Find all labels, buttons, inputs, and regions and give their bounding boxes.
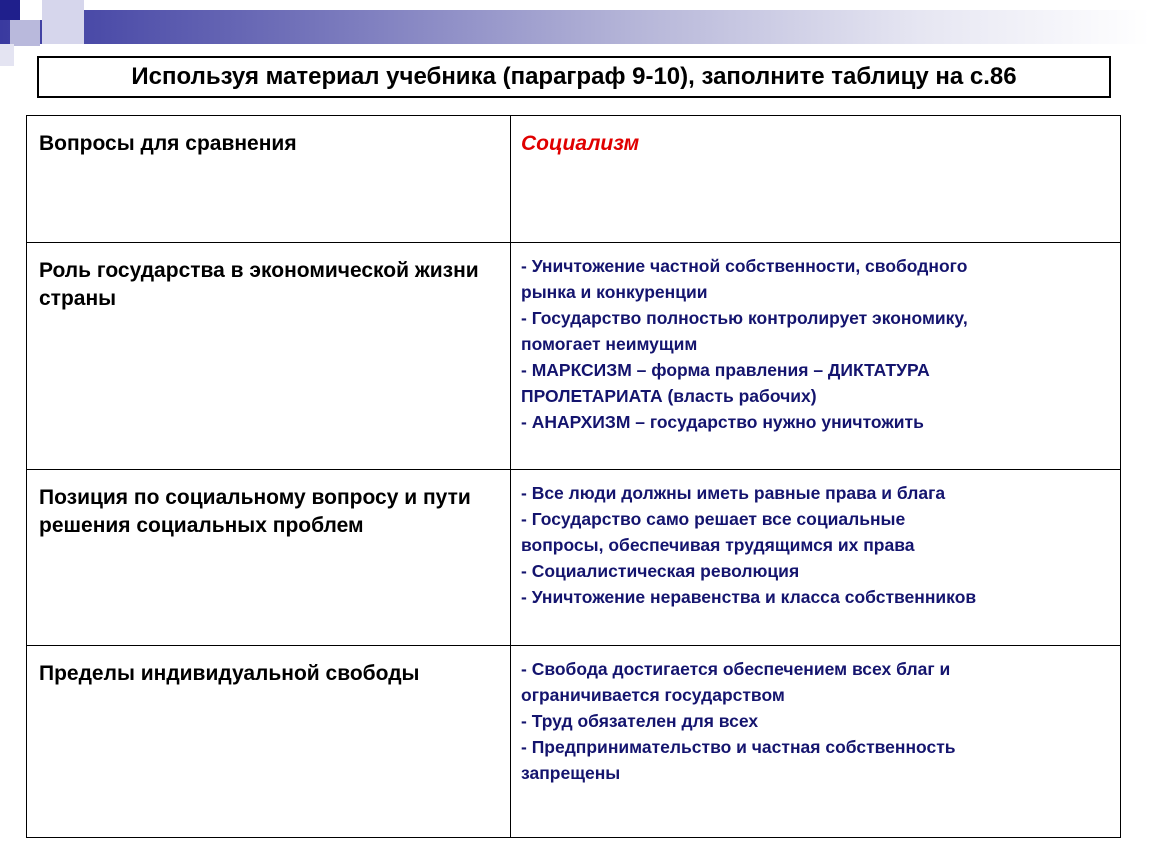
question-text: Позиция по социальному вопросу и пути решения социальных проблем <box>39 486 471 537</box>
answer-line: ПРОЛЕТАРИАТА (власть рабочих) <box>521 386 817 406</box>
answer-line: помогает неимущим <box>521 334 698 354</box>
answer-line: - Уничтожение неравенства и класса собственников <box>521 587 977 607</box>
table-row <box>27 243 1121 470</box>
decorative-square <box>20 0 42 20</box>
answer-line: рынка и конкуренции <box>521 282 708 302</box>
header-socialism-label: Социализм <box>521 132 640 155</box>
header-question-cell <box>27 116 511 243</box>
comparison-table <box>26 115 1121 838</box>
answer-line: запрещены <box>521 763 621 783</box>
answer-cell <box>511 646 1121 838</box>
answer-cell <box>511 243 1121 470</box>
answer-line: - Социалистическая революция <box>521 561 800 581</box>
answer-line: - Все люди должны иметь равные права и блага <box>521 483 946 503</box>
header-question-label: Вопросы для сравнения <box>39 132 297 155</box>
answer-line: - Государство само решает все социальные <box>521 509 906 529</box>
question-cell <box>27 646 511 838</box>
answer-line: - АНАРХИЗМ – государство нужно уничтожить <box>521 412 924 432</box>
answer-line: вопросы, обеспечивая трудящимся их права <box>521 535 915 555</box>
header-column-cell <box>511 116 1121 243</box>
answer-line: - Предпринимательство и частная собственность <box>521 737 956 757</box>
table-header-row <box>27 116 1121 243</box>
table-row <box>27 470 1121 646</box>
slide-title: Используя материал учебника (параграф 9-10), заполните таблицу на с.86 <box>37 56 1111 98</box>
answer-line: - МАРКСИЗМ – форма правления – ДИКТАТУРА <box>521 360 930 380</box>
question-text: Роль государства в экономической жизни страны <box>39 259 479 310</box>
answer-line: - Труд обязателен для всех <box>521 711 759 731</box>
answer-line: ограничивается государством <box>521 685 785 705</box>
decorative-top-band <box>0 10 1150 44</box>
decorative-square <box>42 0 84 44</box>
answer-line: - Уничтожение частной собственности, свободного <box>521 256 968 276</box>
decorative-square <box>0 44 14 66</box>
answer-cell <box>511 470 1121 646</box>
answer-line: - Свобода достигается обеспечением всех благ и <box>521 659 951 679</box>
question-cell <box>27 243 511 470</box>
decorative-square <box>0 0 20 20</box>
decorative-square <box>10 20 40 46</box>
question-text: Пределы индивидуальной свободы <box>39 662 420 685</box>
question-cell <box>27 470 511 646</box>
table-row <box>27 646 1121 838</box>
answer-line: - Государство полностью контролирует экономику, <box>521 308 968 328</box>
